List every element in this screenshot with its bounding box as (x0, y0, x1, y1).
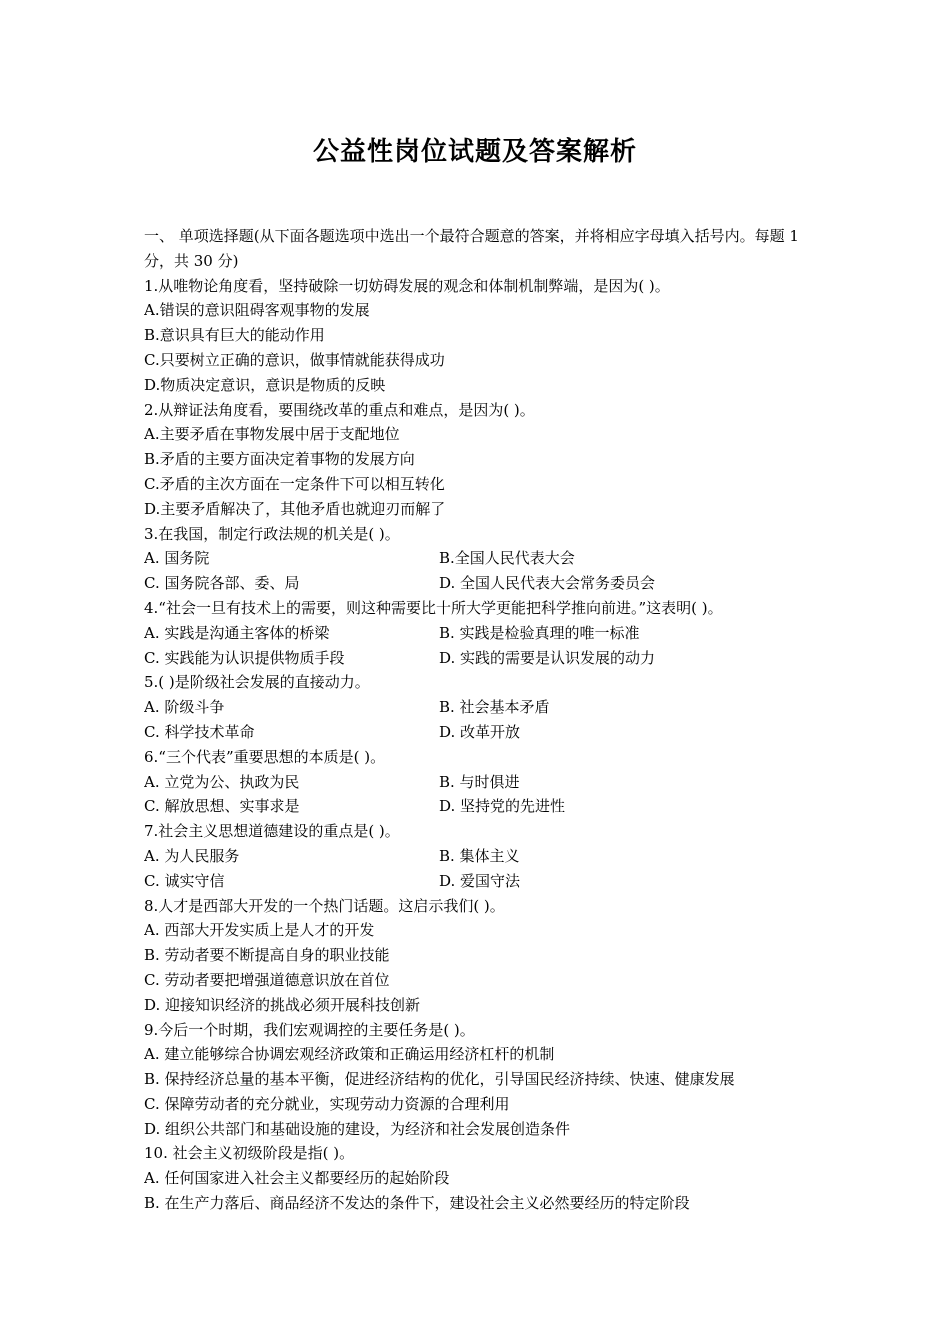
option-d: D.主要矛盾解决了，其他矛盾也就迎刃而解了 (144, 499, 446, 518)
option-a: A. 立党为公、执政为民 (144, 772, 300, 791)
option-b: B. 实践是检验真理的唯一标准 (439, 623, 640, 642)
option-d: D. 迎接知识经济的挑战必须开展科技创新 (144, 995, 421, 1014)
question-stem: 10. 社会主义初级阶段是指( )。 (144, 1144, 355, 1163)
section-intro: 一、 单项选择题(从下面各题选项中选出一个最符合题意的答案，并将相应字母填入括号内。每题 1 分，共 30 分) (144, 227, 799, 270)
option-row (144, 720, 814, 745)
option-a: A. 国务院 (144, 549, 210, 568)
option-row (144, 646, 814, 671)
option-a: A. 为人民服务 (144, 846, 240, 865)
question-stem: 8.人才是西部大开发的一个热门话题。这启示我们( )。 (144, 896, 505, 915)
option-b: B.矛盾的主要方面决定着事物的发展方向 (144, 450, 415, 469)
option-d: D. 坚持党的先进性 (439, 797, 566, 816)
option-d: D. 全国人民代表大会常务委员会 (439, 574, 656, 593)
option-d: D. 改革开放 (439, 722, 521, 741)
question-stem: 3.在我国，制定行政法规的机关是( )。 (144, 524, 400, 543)
option-d: D. 组织公共部门和基础设施的建设，为经济和社会发展创造条件 (144, 1119, 571, 1138)
option-b: B. 社会基本矛盾 (439, 698, 550, 717)
question-stem: 2.从辩证法角度看，要围绕改革的重点和难点，是因为( )。 (144, 400, 535, 419)
option-a: A. 任何国家进入社会主义都要经历的起始阶段 (144, 1169, 450, 1188)
option-c: C. 国务院各部、委、局 (144, 574, 300, 593)
option-b: B. 集体主义 (439, 846, 520, 865)
option-row (144, 869, 814, 894)
option-b: B. 与时俱进 (439, 772, 520, 791)
option-c: C. 科学技术革命 (144, 722, 255, 741)
option-c: C.只要树立正确的意识，做事情就能获得成功 (144, 350, 445, 369)
option-a: A.主要矛盾在事物发展中居于支配地位 (144, 425, 400, 444)
option-row (144, 621, 814, 646)
option-a: A. 实践是沟通主客体的桥梁 (144, 623, 330, 642)
option-c: C. 保障劳动者的充分就业，实现劳动力资源的合理利用 (144, 1094, 510, 1113)
document-title: 公益性岗位试题及答案解析 (312, 137, 637, 167)
option-d: D. 爱国守法 (439, 871, 521, 890)
option-c: C. 解放思想、实事求是 (144, 797, 300, 816)
question-stem: 7.社会主义思想道德建设的重点是( )。 (144, 822, 400, 841)
option-b: B.全国人民代表大会 (439, 549, 575, 568)
option-row (144, 844, 814, 869)
option-c: C.矛盾的主次方面在一定条件下可以相互转化 (144, 474, 445, 493)
option-c: C. 诚实守信 (144, 871, 225, 890)
option-d: D. 实践的需要是认识发展的动力 (439, 648, 656, 667)
question-stem: 6.“三个代表”重要思想的本质是( )。 (144, 747, 386, 766)
option-d: D.物质决定意识，意识是物质的反映 (144, 375, 386, 394)
question-stem: 5.( )是阶级社会发展的直接动力。 (144, 673, 370, 692)
option-c: C. 实践能为认识提供物质手段 (144, 648, 345, 667)
option-b: B.意识具有巨大的能动作用 (144, 326, 325, 345)
option-a: A. 西部大开发实质上是人才的开发 (144, 921, 375, 940)
question-stem: 9.今后一个时期，我们宏观调控的主要任务是( )。 (144, 1020, 475, 1039)
document-body (144, 224, 814, 1216)
option-row (144, 571, 814, 596)
option-a: A. 阶级斗争 (144, 698, 225, 717)
option-b: B. 劳动者要不断提高自身的职业技能 (144, 946, 390, 965)
option-a: A. 建立能够综合协调宏观经济政策和正确运用经济杠杆的机制 (144, 1045, 555, 1064)
option-row (144, 770, 814, 795)
option-a: A.错误的意识阻碍客观事物的发展 (144, 301, 370, 320)
option-row (144, 794, 814, 819)
question-stem: 1.从唯物论角度看，坚持破除一切妨碍发展的观念和体制机制弊端，是因为( )。 (144, 276, 670, 295)
option-b: B. 保持经济总量的基本平衡，促进经济结构的优化，引导国民经济持续、快速、健康发展 (144, 1070, 735, 1089)
option-row (144, 695, 814, 720)
option-b: B. 在生产力落后、商品经济不发达的条件下，建设社会主义必然要经历的特定阶段 (144, 1194, 690, 1213)
question-stem: 4.“社会一旦有技术上的需要，则这种需要比十所大学更能把科学推向前进。”这表明( )。 (144, 598, 723, 617)
option-row (144, 546, 814, 571)
option-c: C. 劳动者要把增强道德意识放在首位 (144, 970, 390, 989)
